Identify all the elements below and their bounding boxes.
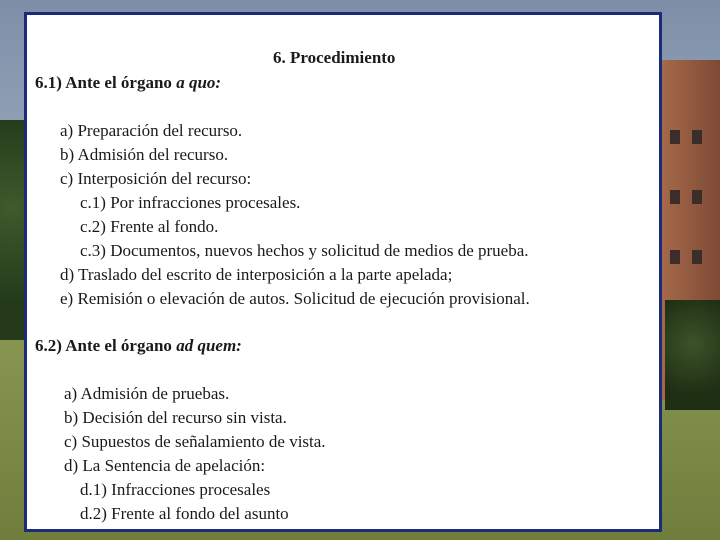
section-2-heading (35, 336, 242, 356)
building-window (670, 130, 680, 144)
list-item: c.1) Por infracciones procesales. (80, 193, 301, 212)
building-window (692, 130, 702, 144)
list-item: d.2) Frente al fondo del asunto (80, 504, 289, 523)
list-item: b) Decisión del recurso sin vista. (64, 408, 287, 427)
slide-title: 6. Procedimiento (273, 48, 396, 67)
list-item: a) Admisión de pruebas. (64, 384, 230, 403)
list-item: c) Interposición del recurso: (60, 169, 252, 188)
section-1-heading-text: 6.1) Ante el órgano (35, 73, 177, 92)
section-2-heading-italic: ad quem: (176, 336, 242, 355)
section-2-heading-text: 6.2) Ante el órgano (35, 336, 177, 355)
building-window (692, 250, 702, 264)
list-item: c) Supuestos de señalamiento de vista. (64, 432, 326, 451)
list-item: e) Remisión o elevación de autos. Solicitud de ejecución provisional. (60, 289, 530, 308)
tree-right (665, 300, 720, 410)
section-1-heading (35, 73, 221, 93)
list-item: d) La Sentencia de apelación: (64, 456, 266, 475)
list-item: b) Admisión del recurso. (60, 145, 229, 164)
building-window (670, 250, 680, 264)
list-item: c.3) Documentos, nuevos hechos y solicitud de medios de prueba. (80, 241, 529, 260)
building-window (692, 190, 702, 204)
list-item: d) Traslado del escrito de interposición a la parte apelada; (60, 265, 453, 284)
list-item: c.2) Frente al fondo. (80, 217, 219, 236)
building-window (670, 190, 680, 204)
section-1-heading-italic: a quo: (176, 73, 222, 92)
list-item: a) Preparación del recurso. (60, 121, 243, 140)
list-item: d.1) Infracciones procesales (80, 480, 271, 499)
content-box (24, 12, 662, 532)
